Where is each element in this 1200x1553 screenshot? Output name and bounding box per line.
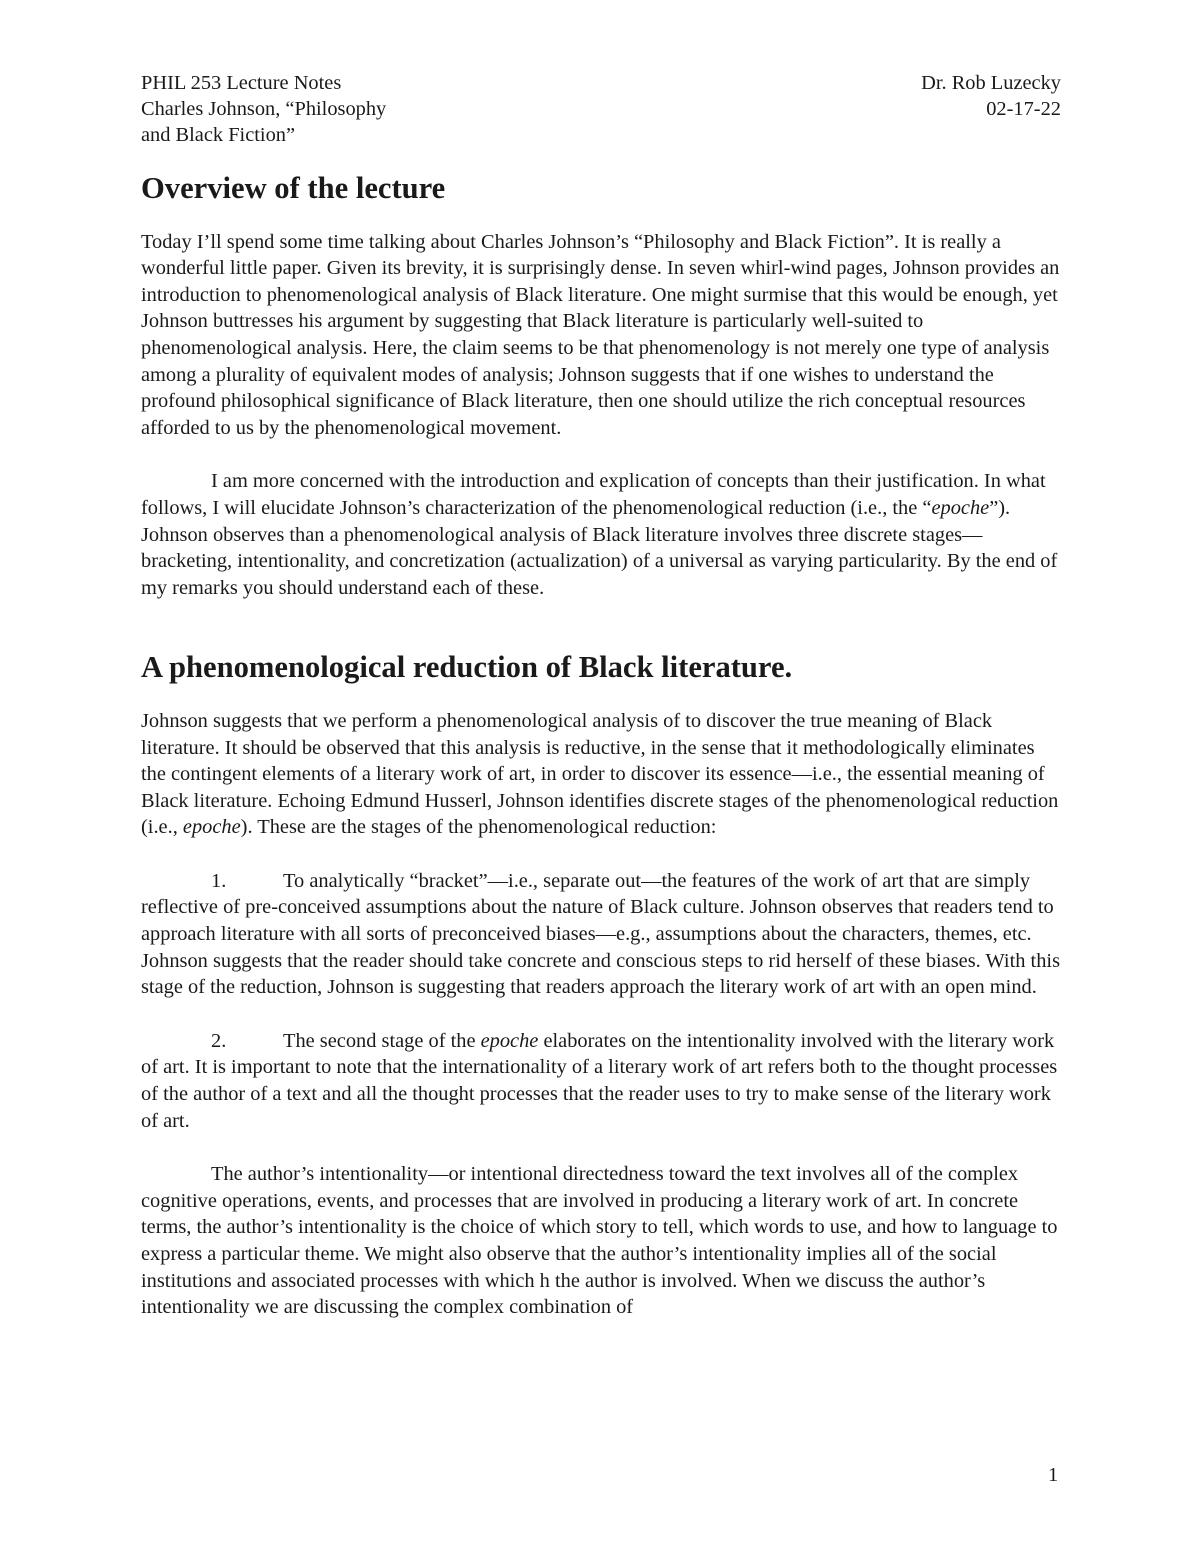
list-number-1: 1. (211, 869, 227, 892)
overview-p2-text-b: ”). Johnson observes than a phenomenological analysis of Black literature involves three discrete stages—bracketing, intentionality, and concretization (actualization) of a universal as varying particularity. By the end of my remarks you should understand each of these. (141, 496, 1058, 599)
list-item-2-text-a: The second stage of the (283, 1029, 481, 1052)
overview-paragraph-1: Today I’ll spend some time talking about Charles Johnson’s “Philosophy and Black Fiction”. It is really a wonderful little paper. Given its brevity, it is surprisingly dense. In seven whirl-wind pages, Johnson provides an introduction to phenomenological analysis of Black literature. One might surmise that this would be enough, yet Johnson buttresses his argument by suggesting that Black literature is particularly well-suited to phenomenological analysis. Here, the claim seems to be that phenomenology is not merely one type of analysis among a plurality of equivalent modes of analysis; Johnson suggests that if one wishes to understand the profound philosophical significance of Black literature, then one should utilize the rich conceptual resources afforded to us by the phenomenological movement. (141, 230, 1060, 439)
overview-paragraph-2 (141, 468, 1061, 601)
instructor-name: Dr. Rob Luzecky (921, 72, 1061, 94)
lecture-date: 02-17-22 (986, 98, 1061, 120)
list-item-1-text: To analytically “bracket”—i.e., separate out—the features of the work of art that are simply reflective of pre-conceived assumptions about the nature of Black culture. Johnson observes that readers tend to approach literature with all sorts of preconceived biases—e.g., assumptions about the characters, themes, etc. Johnson suggests that the reader should take concrete and conscious steps to rid herself of these biases. With this stage of the reduction, Johnson is suggesting that readers approach the literary work of art with an open mind. (141, 869, 1061, 999)
document-page (141, 70, 1061, 1321)
reduction-paragraph (141, 708, 1061, 841)
list-item-2 (141, 1028, 1061, 1134)
course-info (141, 70, 541, 148)
reduction-heading: A phenomenological reduction of Black literature. (141, 650, 793, 685)
page-header (141, 70, 1061, 148)
epoche-term: epoche (931, 496, 990, 519)
overview-p2-text-a: I am more concerned with the introduction and explication of concepts than their justification. In what follows, I will elucidate Johnson’s characterization of the phenomenological reduction (i.e., the “ (141, 470, 1046, 519)
reduction-text-a: Johnson suggests that we perform a phenomenological analysis of to discover the true meaning of Black literature. It should be observed that this analysis is reductive, in the sense that it methodologically eliminates the contingent elements of a literary work of art, in order to discover its essence—i.e., the essential meaning of Black literature. Echoing Edmund Husserl, Johnson identifies discrete stages of the phenomenological reduction (i.e., (141, 709, 1059, 839)
reduction-text-b: ). These are the stages of the phenomenological reduction: (240, 816, 717, 839)
page-number: 1 (1048, 1464, 1059, 1486)
author-info (761, 70, 1061, 122)
course-title: PHIL 253 Lecture Notes (141, 72, 342, 94)
epoche-term: epoche (182, 816, 241, 839)
epoche-term: epoche (480, 1029, 539, 1052)
overview-heading: Overview of the lecture (141, 171, 446, 205)
list-item-2-text-b: elaborates on the intentionality involved with the literary work of art. It is important to note that the internationality of a literary work of art refers both to the thought processes of the author of a text and all the thought processes that the reader uses to try to make sense of the literary work of art. (141, 1029, 1058, 1132)
author-intentionality-paragraph: The author’s intentionality—or intentional directedness toward the text involves all of the complex cognitive operations, events, and processes that are involved in producing a literary work of art. In concrete terms, the author’s intentionality is the choice of which story to tell, which words to use, and how to language to express a particular theme. We might also observe that the author’s intentionality implies all of the social institutions and associated processes with which h the author is involved. When we discuss the author’s intentionality we are discussing the complex combination of (141, 1163, 1058, 1319)
reading-title-line-1: Charles Johnson, “Philosophy (141, 98, 387, 120)
list-number-2: 2. (211, 1029, 227, 1052)
reading-title-line-2: and Black Fiction” (141, 124, 296, 146)
list-item-1 (141, 868, 1061, 1001)
